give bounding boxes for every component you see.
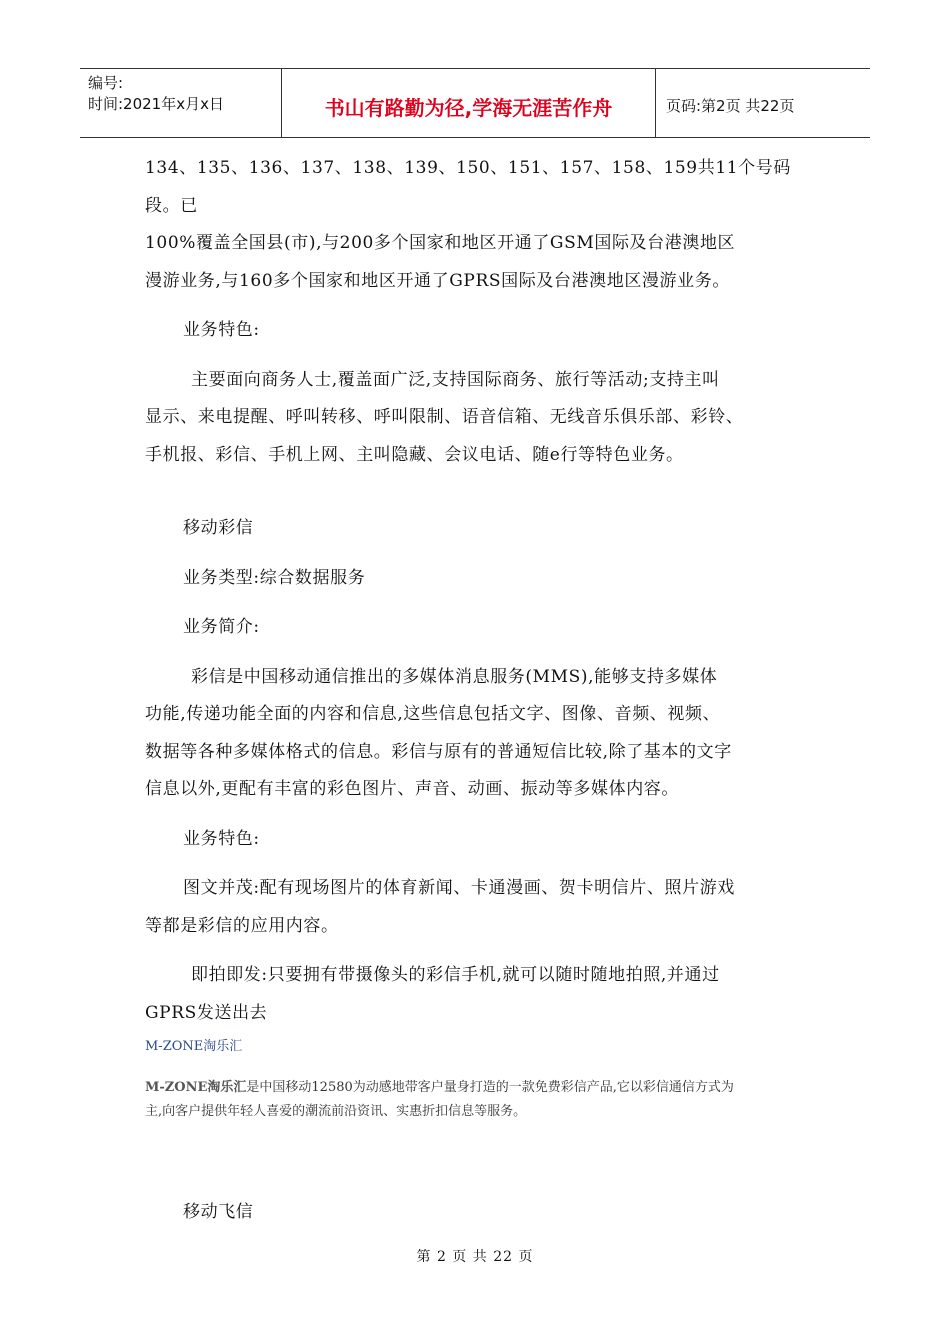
body-line: 等都是彩信的应用内容。 (145, 915, 339, 936)
body-line: 彩信是中国移动通信推出的多媒体消息服务(MMS),能够支持多媒体 (191, 666, 718, 687)
number-label: 编号: (88, 74, 124, 92)
section-title: 移动飞信 (183, 1202, 254, 1222)
body-line: 显示、来电提醒、呼叫转移、呼叫限制、语音信箱、无线音乐俱乐部、彩铃、 (145, 407, 744, 427)
body-line: 100%覆盖全国县(市),与200多个国家和地区开通了GSM国际及台港澳地区 (145, 233, 736, 253)
body-line: 手机报、彩信、手机上网、主叫隐藏、会议电话、随e行等特色业务。 (145, 444, 684, 465)
section-heading: 业务特色: (183, 320, 260, 340)
mzone-line-rest: 是中国移动12580为动感地带客户量身打造的一款免费彩信产品,它以彩信通信方式为 (246, 1080, 734, 1095)
body-line: 功能,传递功能全面的内容和信息,这些信息包括文字、图像、音频、视频、 (145, 704, 721, 724)
mzone-title: M-ZONE淘乐汇 (145, 1039, 243, 1054)
body-line: 数据等各种多媒体格式的信息。彩信与原有的普通短信比较,除了基本的文字 (145, 741, 732, 762)
body-line: 信息以外,更配有丰富的彩色图片、声音、动画、振动等多媒体内容。 (145, 779, 680, 799)
body-line: 漫游业务,与160多个国家和地区开通了GPRS国际及台港澳地区漫游业务。 (145, 270, 730, 291)
header-page-info: 页码:第2页 共22页 (666, 96, 795, 115)
body-line: 即拍即发:只要拥有带摄像头的彩信手机,就可以随时随地拍照,并通过 (191, 965, 720, 985)
body-line: 图文并茂:配有现场图片的体育新闻、卡通漫画、贺卡明信片、照片游戏 (183, 878, 735, 898)
header-meta (80, 69, 282, 137)
page-footer: 第 2 页 共 22 页 (416, 1249, 534, 1265)
body-line: 134、135、136、137、138、139、150、151、157、158、159共11个号码段。已 (145, 158, 791, 216)
document-body (145, 150, 805, 1232)
mzone-bold-name: M-ZONE淘乐汇 (145, 1080, 247, 1095)
time-label: 时间:2021年x月x日 (88, 95, 224, 113)
header-motto: 书山有路勤为径,学海无涯苦作舟 (282, 69, 656, 137)
body-line: GPRS发送出去 (145, 1002, 268, 1023)
section-heading: 业务简介: (183, 617, 260, 637)
section-title: 移动彩信 (183, 518, 254, 538)
body-line: 主要面向商务人士,覆盖面广泛,支持国际商务、旅行等活动;支持主叫 (191, 369, 720, 390)
service-type: 业务类型:综合数据服务 (183, 567, 366, 588)
section-heading: 业务特色: (183, 828, 260, 849)
mzone-line (145, 1076, 805, 1100)
mzone-line: 主,向客户提供年轻人喜爱的潮流前沿资讯、实惠折扣信息等服务。 (145, 1104, 527, 1119)
page-header (80, 68, 870, 138)
